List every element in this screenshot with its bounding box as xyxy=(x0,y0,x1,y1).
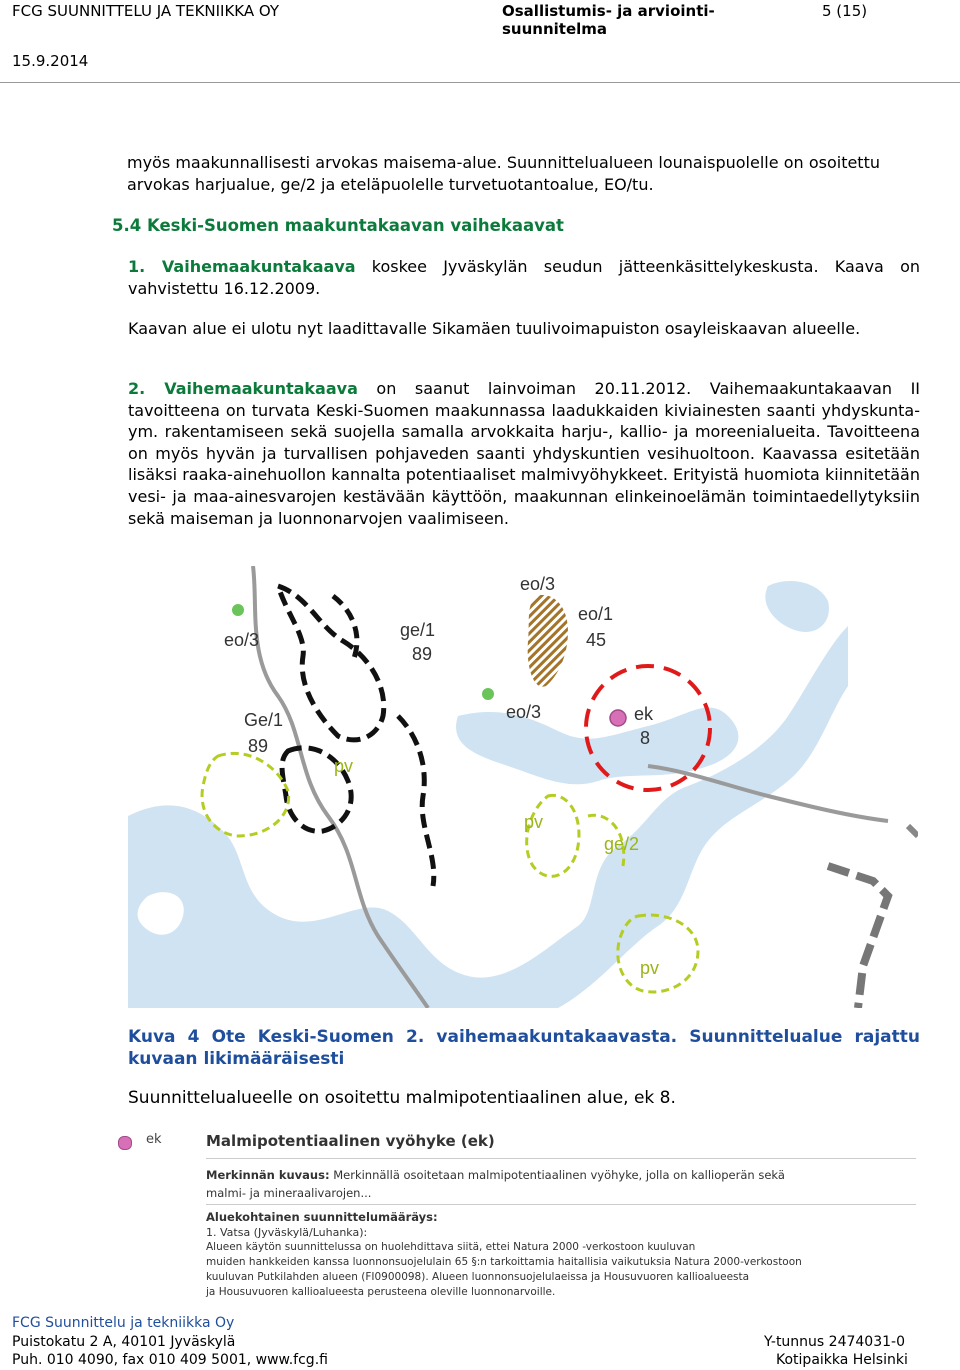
item2-paragraph xyxy=(128,378,920,529)
legend-regulation-line3: kuuluvan Putkilahden alueen (FI0900098). Alueen luonnonsuojelulaeissa ja Housuvuoren kallioalueesta xyxy=(206,1271,750,1283)
item1-text: koskee Jyväskylän seudun jätteenkäsittelykeskusta. Kaava on vahvistettu 16.12.2009. xyxy=(128,257,921,298)
header-doc-title xyxy=(502,2,715,38)
header-date: 15.9.2014 xyxy=(12,52,89,70)
footer-company: FCG Suunnittelu ja tekniikka Oy xyxy=(12,1315,235,1331)
map-label-pv-c: pv xyxy=(640,958,660,978)
ek-legend-symbol xyxy=(118,1136,132,1150)
item2-text: on saanut lainvoiman 20.11.2012. Vaihemaakuntakaavan II tavoitteena on turvata Keski-Suomen maakunnassa laadukkaiden kiviainesten saanti yhdyskunta- ym. rakentamiseen sekä suojella samalla arvokkaita harju-, kallio- ja moreenialueita. Tavoitteena on myös hyvän ja turvallisen pohjaveden saanti yhdyskuntien vesihuoltoon. Kaavassa esitetään lisäksi raaka-ainehuollon kannalta potentiaaliset malmivyöhykkeet. Erityistä huomiota kiinnitetään vesi- ja maa-ainesvarojen kestävään käyttöön, maakunnan elinkeinoelämän toimintaedellytyksiin sekä maiseman ja luonnonarvojen vaalimiseen. xyxy=(128,379,920,528)
legend-divider-2 xyxy=(206,1204,916,1205)
map-label-pv-b: pv xyxy=(524,812,544,832)
paragraph-intro: myös maakunnallisesti arvokas maisema-alue. Suunnittelualueen lounaispuolelle on osoitettu arvokas harjualue, ge/2 ja eteläpuolelle turvetuotantoalue, EO/tu. xyxy=(127,153,880,194)
legend-regulation-line4: ja Housuvuoren kallioalueesta perusteena oleville luonnonarvoille. xyxy=(206,1286,556,1298)
legend-desc-label: Merkinnän kuvaus: xyxy=(206,1168,330,1182)
map-svg xyxy=(128,566,918,1008)
figure-caption: Kuva 4 Ote Keski-Suomen 2. vaihemaakuntakaavasta. Suunnittelualue rajattu kuvaan likimääräisesti xyxy=(128,1027,920,1069)
item1-paragraph2: Kaavan alue ei ulotu nyt laadittavalle Sikamäen tuulivoimapuiston osayleiskaavan alueelle. xyxy=(128,319,861,338)
legend-regulation-line1: Alueen käytön suunnittelussa on huolehdittava siitä, ettei Natura 2000 -verkostoon kuuluvan xyxy=(206,1241,696,1253)
header-divider xyxy=(0,82,960,83)
legend-desc-text: Merkinnällä osoitetaan malmipotentiaalinen vyöhyke, jolla on kallioperän sekä xyxy=(333,1168,785,1182)
legend-regulation-line2: muiden hankkeiden kanssa luonnonsuojelulain 65 §:n tarkoittamia haitallisia vaikutuksia Natura 2000-verkostoon xyxy=(206,1256,802,1268)
regional-plan-map xyxy=(128,566,918,1008)
footer-contact: Puh. 010 4090, fax 010 409 5001, www.fcg.fi xyxy=(12,1352,328,1368)
map-label-eo1-num: 45 xyxy=(586,630,607,650)
map-label-ge2: ge/2 xyxy=(604,834,640,854)
legend-title: Malmipotentiaalinen vyöhyke (ek) xyxy=(206,1132,495,1150)
legend-divider xyxy=(206,1158,916,1159)
item2-label: 2. Vaihemaakuntakaava xyxy=(128,379,358,398)
footer-kotipaikka: Kotipaikka Helsinki xyxy=(776,1352,908,1368)
eo3-marker-dot-mid xyxy=(482,688,494,700)
paragraph-after-caption: Suunnittelualueelle on osoitettu malmipotentiaalinen alue, ek 8. xyxy=(128,1088,676,1108)
legend-regulation-item: 1. Vatsa (Jyväskylä/Luhanka): xyxy=(206,1226,368,1239)
map-label-ge1-a: ge/1 xyxy=(400,620,436,640)
map-label-ge1-b-num: 89 xyxy=(248,736,269,756)
ek-marker-dot xyxy=(610,710,626,726)
map-label-pv-a: pv xyxy=(334,756,354,776)
map-label-ge1-a-num: 89 xyxy=(412,644,433,664)
item1-label: 1. Vaihemaakuntakaava xyxy=(128,257,356,276)
map-label-ge1-b: Ge/1 xyxy=(244,710,284,730)
legend-excerpt xyxy=(118,1128,918,1308)
legend-regulation-title: Aluekohtainen suunnittelumääräys: xyxy=(206,1210,438,1224)
map-label-eo3-left: eo/3 xyxy=(224,630,260,650)
map-label-eo1: eo/1 xyxy=(578,604,614,624)
header-doc-title-line2: suunnitelma xyxy=(502,20,608,38)
footer-ytunnus: Y-tunnus 2474031-0 xyxy=(764,1334,905,1350)
header-doc-title-line1: Osallistumis- ja arviointi- xyxy=(502,2,715,20)
map-label-eo3-top: eo/3 xyxy=(520,574,556,594)
map-label-ek: ek xyxy=(634,704,654,724)
footer-address: Puistokatu 2 A, 40101 Jyväskylä xyxy=(12,1334,236,1350)
header-page-number: 5 (15) xyxy=(822,2,868,20)
map-label-ek-num: 8 xyxy=(640,728,651,748)
legend-symbol-label: ek xyxy=(146,1132,162,1147)
eo3-marker-dot-left xyxy=(232,604,244,616)
section-heading: 5.4 Keski-Suomen maakuntakaavan vaihekaavat xyxy=(112,216,564,235)
map-label-eo3-mid: eo/3 xyxy=(506,702,542,722)
legend-desc-text2: malmi- ja mineraalivarojen... xyxy=(206,1186,372,1200)
item1-paragraph xyxy=(128,256,920,299)
legend-description xyxy=(206,1168,785,1182)
header-company: FCG SUUNNITTELU JA TEKNIIKKA OY xyxy=(12,2,280,20)
